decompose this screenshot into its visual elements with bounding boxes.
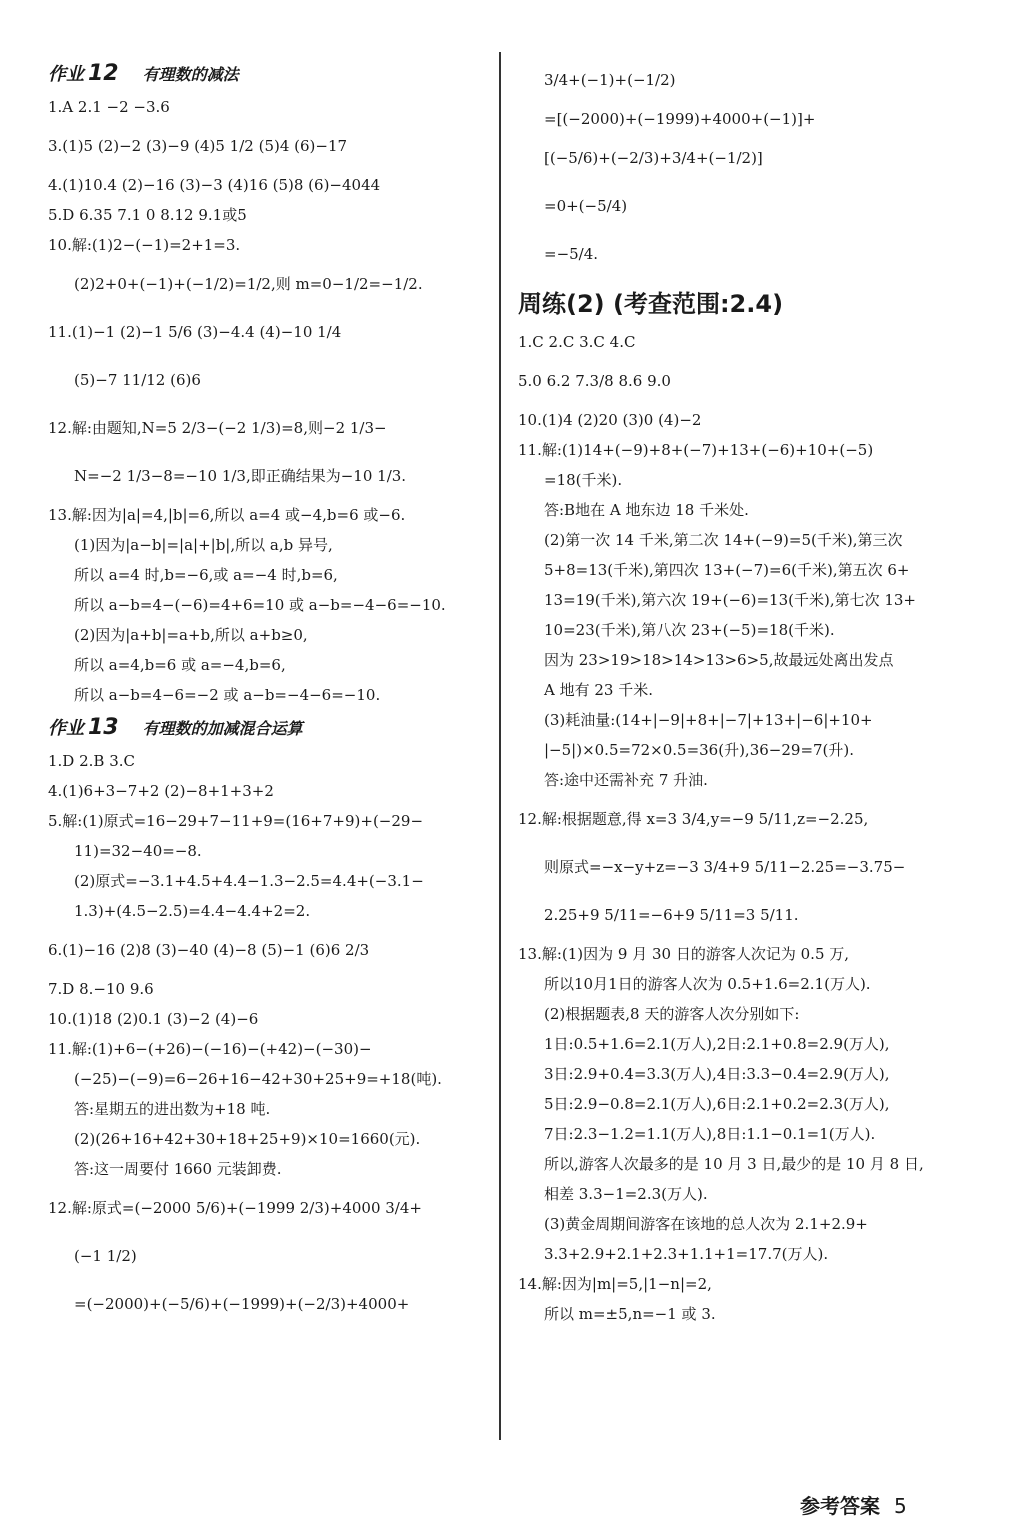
answer-line: 3.(1)5 (2)−2 (3)−9 (4)5 1/2 (5)4 (6)−17 (48, 137, 348, 155)
answer-line: 14.解:因为|m|=5,|1−n|=2, (518, 1275, 712, 1293)
answer-line: 11.(1)−1 (2)−1 5/6 (3)−4.4 (4)−10 1/4 (48, 323, 342, 341)
column-divider (499, 52, 501, 1440)
answer-block (48, 92, 488, 710)
answer-line: 所以,游客人次最多的是 10 月 3 日,最少的是 10 月 8 日, (544, 1155, 924, 1173)
answer-line: 10=23(千米),第八次 23+(−5)=18(千米). (544, 621, 835, 639)
answer-line: N=−2 1/3−8=−10 1/3,即正确结果为−10 1/3. (74, 467, 407, 485)
answer-line: 则原式=−x−y+z=−3 3/4+9 5/11−2.25=−3.75− (544, 858, 906, 876)
section-heading-12 (48, 60, 488, 86)
answer-line: =(−2000)+(−5/6)+(−1999)+(−2/3)+4000+ (74, 1295, 410, 1313)
answer-line: 3.3+2.9+2.1+2.3+1.1+1=17.7(万人). (544, 1245, 829, 1263)
answer-line: (2)第一次 14 千米,第二次 14+(−9)=5(千米),第三次 (544, 531, 903, 549)
answer-line: 3/4+(−1)+(−1/2) (544, 71, 676, 89)
answer-line: 2.25+9 5/11=−6+9 5/11=3 5/11. (544, 906, 799, 924)
answer-line: (5)−7 11/12 (6)6 (74, 371, 201, 389)
answer-line: 5.D 6.35 7.1 0 8.12 9.1或5 (48, 206, 247, 224)
section-heading-13 (48, 714, 488, 740)
answer-line: 13.解:因为|a|=4,|b|=6,所以 a=4 或−4,b=6 或−6. (48, 506, 406, 524)
answer-line: 3日:2.9+0.4=3.3(万人),4日:3.3−0.4=2.9(万人), (544, 1065, 890, 1083)
answer-line: 10.解:(1)2−(−1)=2+1=3. (48, 236, 241, 254)
answer-line: 13.解:(1)因为 9 月 30 日的游客人次记为 0.5 万, (518, 945, 850, 963)
answer-line: 12.解:原式=(−2000 5/6)+(−1999 2/3)+4000 3/4+ (48, 1199, 422, 1217)
page-number: 5 (894, 1494, 907, 1518)
answer-line: (2)根据题表,8 天的游客人次分别如下: (544, 1005, 800, 1023)
answer-line: =[(−2000)+(−1999)+4000+(−1)]+ (544, 110, 816, 128)
answer-block (48, 746, 488, 1328)
answer-line: 答:B地在 A 地东边 18 千米处. (544, 501, 749, 519)
answer-line: 1.3)+(4.5−2.5)=4.4−4.4+2=2. (74, 902, 311, 920)
answer-line: 5日:2.9−0.8=2.1(万人),6日:2.1+0.2=2.3(万人), (544, 1095, 890, 1113)
answer-line: 5.解:(1)原式=16−29+7−11+9=(16+7+9)+(−29− (48, 812, 424, 830)
answer-line: =0+(−5/4) (544, 197, 628, 215)
answer-line: (2)原式=−3.1+4.5+4.4−1.3−2.5=4.4+(−3.1− (74, 872, 424, 890)
answer-line: 因为 23>19>18>14>13>6>5,故最远处离出发点 (544, 651, 894, 669)
answer-line: 12.解:由题知,N=5 2/3−(−2 1/3)=8,则−2 1/3− (48, 419, 387, 437)
answer-line: [(−5/6)+(−2/3)+3/4+(−1/2)] (544, 149, 763, 167)
answer-line: (2)因为|a+b|=a+b,所以 a+b≥0, (74, 626, 308, 644)
section-prefix: 作业 (48, 718, 84, 739)
weekly-practice-title: 周练(2) (考查范围:2.4) (518, 290, 784, 318)
answer-line: 所以 a=4 时,b=−6,或 a=−4 时,b=6, (74, 566, 338, 584)
answer-line: 相差 3.3−1=2.3(万人). (544, 1185, 708, 1203)
answer-line: 1.C 2.C 3.C 4.C (518, 333, 636, 351)
answer-block (518, 327, 978, 1329)
answer-line: 所以10月1日的游客人次为 0.5+1.6=2.1(万人). (544, 975, 871, 993)
answer-line: (3)黄金周期间游客在该地的总人次为 2.1+2.9+ (544, 1215, 868, 1233)
answer-line: 7.D 8.−10 9.6 (48, 980, 154, 998)
answer-line: 11.解:(1)+6−(+26)−(−16)−(+42)−(−30)− (48, 1040, 372, 1058)
answer-line: 7日:2.3−1.2=1.1(万人),8日:1.1−0.1=1(万人). (544, 1125, 876, 1143)
answer-line: 所以 a−b=4−6=−2 或 a−b=−4−6=−10. (74, 686, 381, 704)
answer-line: =−5/4. (544, 245, 599, 263)
answer-line: 1.A 2.1 −2 −3.6 (48, 98, 170, 116)
answer-line: (2)(26+16+42+30+18+25+9)×10=1660(元). (74, 1130, 421, 1148)
answer-line: 所以 a=4,b=6 或 a=−4,b=6, (74, 656, 286, 674)
right-column (518, 56, 978, 1329)
answer-line: 答:星期五的进出数为+18 吨. (74, 1100, 271, 1118)
answer-block (518, 56, 978, 278)
answer-line: 6.(1)−16 (2)8 (3)−40 (4)−8 (5)−1 (6)6 2/3 (48, 941, 370, 959)
page-footer (800, 1490, 907, 1519)
answer-line: (−25)−(−9)=6−26+16−42+30+25+9=+18(吨). (74, 1070, 442, 1088)
section-name: 有理数的加减混合运算 (142, 719, 303, 738)
answer-line: 12.解:根据题意,得 x=3 3/4,y=−9 5/11,z=−2.25, (518, 810, 869, 828)
answer-line: 1日:0.5+1.6=2.1(万人),2日:2.1+0.8=2.9(万人), (544, 1035, 890, 1053)
answer-line: 1.D 2.B 3.C (48, 752, 135, 770)
answer-line: 4.(1)10.4 (2)−16 (3)−3 (4)16 (5)8 (6)−4044 (48, 176, 381, 194)
answer-line: =18(千米). (544, 471, 623, 489)
answer-line: |−5|)×0.5=72×0.5=36(升),36−29=7(升). (544, 741, 855, 759)
footer-label: 参考答案 (800, 1494, 880, 1518)
section-number: 13 (88, 715, 119, 740)
answer-line: 4.(1)6+3−7+2 (2)−8+1+3+2 (48, 782, 274, 800)
answer-line: A 地有 23 千米. (544, 681, 653, 699)
answer-line: 答:这一周要付 1660 元装卸费. (74, 1160, 282, 1178)
left-column (48, 56, 488, 1328)
answer-line: 11)=32−40=−8. (74, 842, 202, 860)
section-prefix: 作业 (48, 64, 84, 85)
answer-line: 11.解:(1)14+(−9)+8+(−7)+13+(−6)+10+(−5) (518, 441, 874, 459)
answer-line: (−1 1/2) (74, 1247, 137, 1265)
answer-line: (2)2+0+(−1)+(−1/2)=1/2,则 m=0−1/2=−1/2. (74, 275, 423, 293)
answer-line: (3)耗油量:(14+|−9|+8+|−7|+13+|−6|+10+ (544, 711, 873, 729)
answer-line: (1)因为|a−b|=|a|+|b|,所以 a,b 异号, (74, 536, 333, 554)
answer-line: 10.(1)18 (2)0.1 (3)−2 (4)−6 (48, 1010, 259, 1028)
answer-line: 5+8=13(千米),第四次 13+(−7)=6(千米),第五次 6+ (544, 561, 910, 579)
answer-line: 所以 m=±5,n=−1 或 3. (544, 1305, 716, 1323)
section-name: 有理数的减法 (142, 65, 239, 84)
section-number: 12 (88, 61, 119, 86)
answer-line: 5.0 6.2 7.3/8 8.6 9.0 (518, 372, 671, 390)
answer-line: 答:途中还需补充 7 升油. (544, 771, 708, 789)
answer-line: 13=19(千米),第六次 19+(−6)=13(千米),第七次 13+ (544, 591, 917, 609)
answer-line: 10.(1)4 (2)20 (3)0 (4)−2 (518, 411, 702, 429)
answer-line: 所以 a−b=4−(−6)=4+6=10 或 a−b=−4−6=−10. (74, 596, 446, 614)
